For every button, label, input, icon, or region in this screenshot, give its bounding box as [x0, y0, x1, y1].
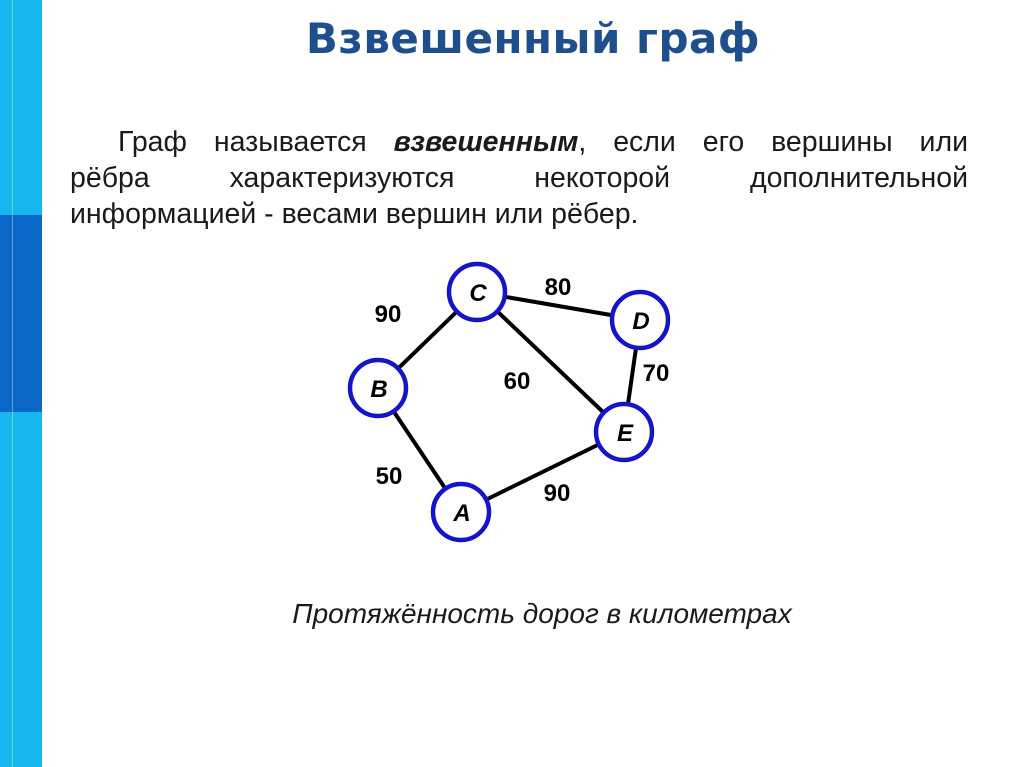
- weight-A-E: 90: [543, 480, 571, 507]
- line1-before: Граф называется: [118, 126, 394, 158]
- node-B: [350, 360, 406, 416]
- node-E-label: E: [616, 420, 634, 447]
- weight-B-A: 50: [375, 463, 403, 490]
- node-C: [449, 264, 505, 320]
- paragraph-line-3: информацией - весами вершин или рёбер.: [70, 198, 639, 230]
- slide-title: Взвешенный граф: [305, 14, 761, 63]
- weight-B-C: 90: [374, 301, 402, 328]
- node-A-label: A: [453, 500, 471, 527]
- weight-D-E: 70: [642, 360, 670, 387]
- node-D: [612, 292, 668, 348]
- node-C-label: C: [469, 280, 487, 307]
- line1-after: , если его вершины или: [578, 126, 968, 158]
- weight-C-D: 80: [544, 274, 572, 301]
- graph-caption: Протяжённость дорог в километрах: [292, 598, 792, 629]
- node-A: [433, 484, 489, 540]
- node-D-label: D: [632, 308, 650, 335]
- paragraph-line-2: рёбра характеризуются некоторой дополнительной: [70, 162, 968, 194]
- node-E: [596, 404, 652, 460]
- term-weighted: взвешенным: [393, 126, 579, 158]
- weight-C-E: 60: [503, 368, 531, 395]
- node-B-label: B: [370, 376, 388, 403]
